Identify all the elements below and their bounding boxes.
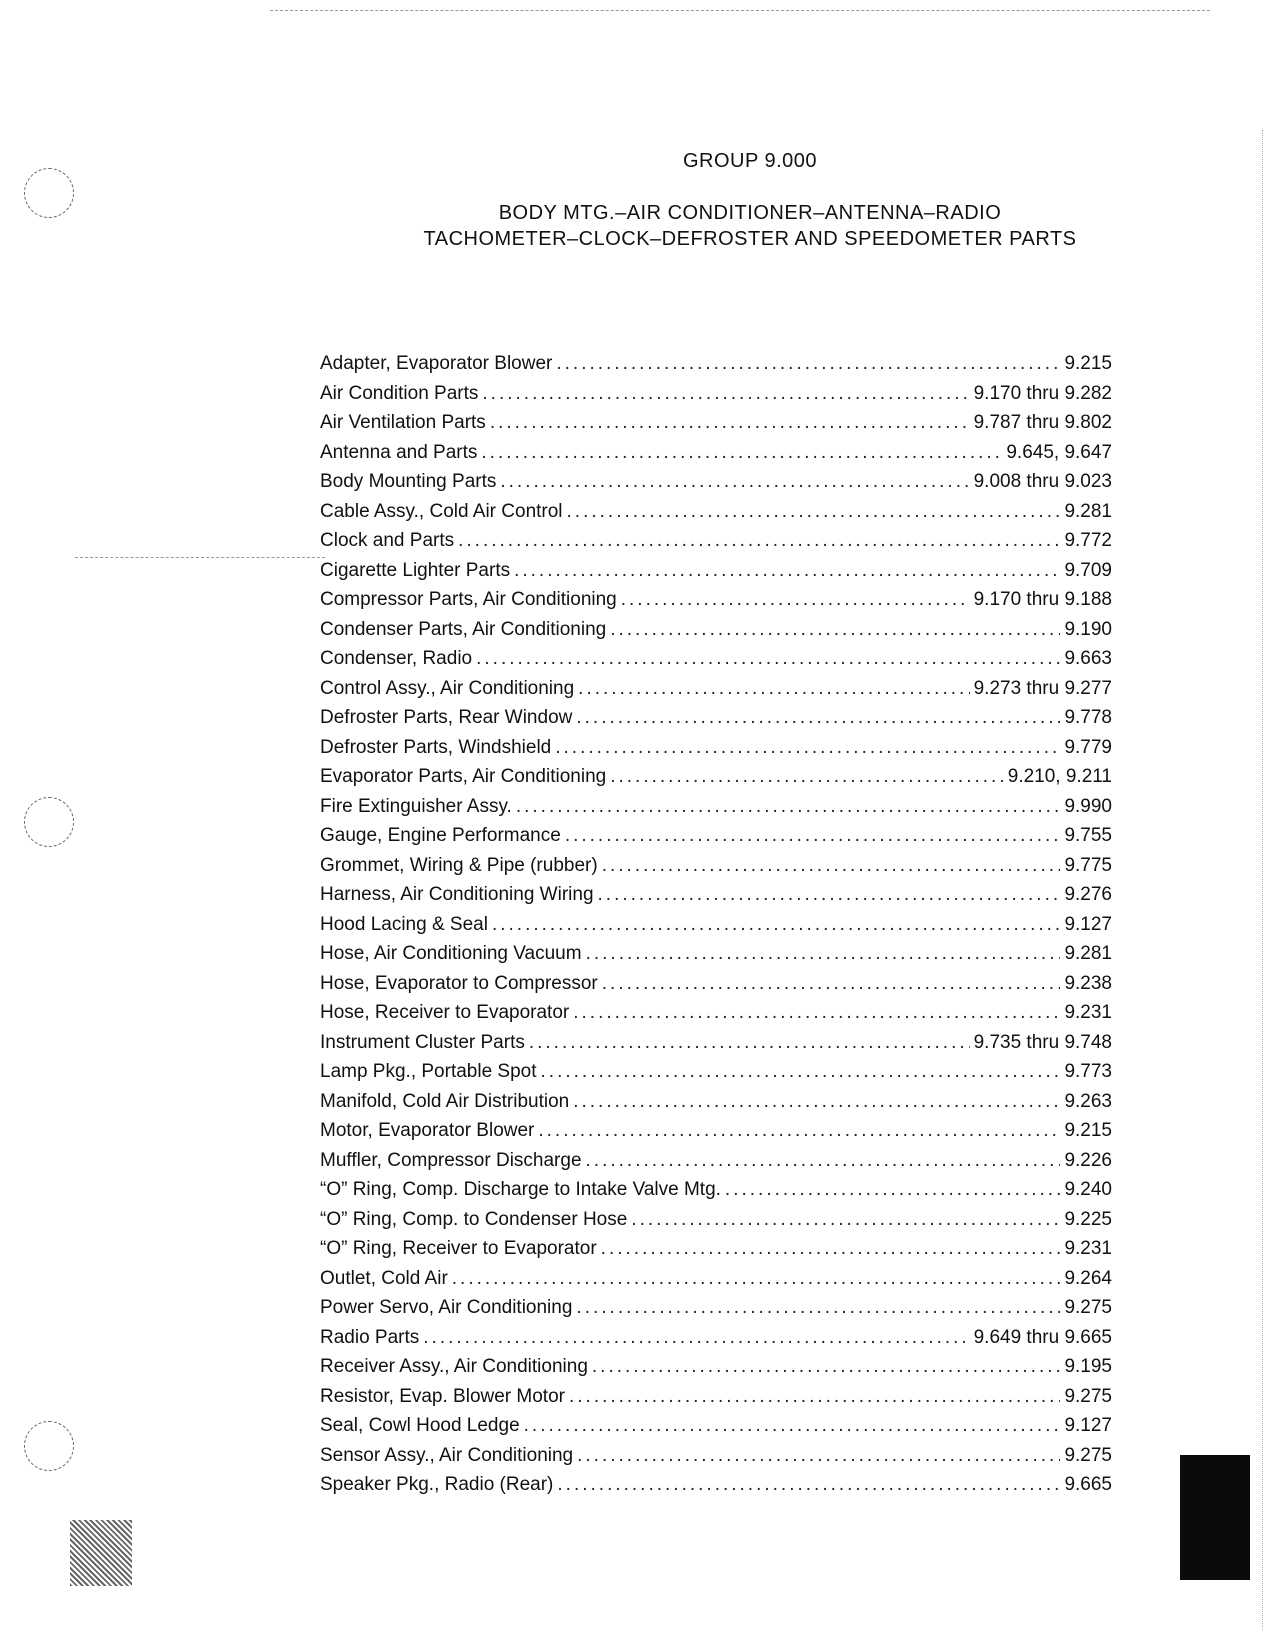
index-entry [320,1209,1112,1239]
entry-label: Evaporator Parts, Air Conditioning [320,766,607,787]
document-header [380,150,1120,252]
entry-label: “O” Ring, Comp. to Condenser Hose [320,1208,628,1230]
dot-leader [529,1032,970,1054]
dot-leader [516,796,1061,818]
entry-label: Air Condition Parts [320,382,479,404]
dot-leader [578,678,969,700]
group-title: GROUP 9.000 [682,150,818,172]
dot-leader [610,766,1004,788]
index-entry [320,1356,1112,1386]
index-entry [320,1091,1112,1121]
entry-label: Muffler, Compressor Discharge [320,1149,582,1171]
index-entry [320,1002,1112,1032]
entry-label: Seal, Cowl Hood Ledge [320,1415,520,1436]
punch-hole-bottom [24,1421,74,1471]
entry-label: Instrument Cluster Parts [320,1031,525,1053]
dot-leader [500,471,969,493]
index-entry [320,825,1112,855]
entry-label: Speaker Pkg., Radio (Rear) [320,1474,554,1495]
dot-leader [621,589,970,611]
entry-page-ref: 9.263 [1064,1090,1112,1112]
entry-label: Radio Parts [320,1326,420,1348]
entry-page-ref: 9.649 thru 9.665 [973,1326,1112,1348]
index-entry [320,1415,1112,1445]
entry-label: Resistor, Evap. Blower Motor [320,1385,565,1407]
entry-page-ref: 9.787 thru 9.802 [973,412,1112,433]
index-entry [320,530,1112,560]
dot-leader [538,1120,1060,1142]
scan-edge-mid [75,557,325,558]
entry-label: Grommet, Wiring & Pipe (rubber) [320,854,598,876]
index-entry [320,1445,1112,1475]
entry-page-ref: 9.210, 9.211 [1007,766,1112,787]
scan-edge-right [1262,130,1263,1630]
punch-hole-middle [24,797,74,847]
index-entry [320,1297,1112,1327]
dot-leader [458,530,1060,552]
entry-page-ref: 9.238 [1064,972,1112,994]
dot-leader [586,943,1061,965]
punch-hole-top [24,168,74,218]
dot-leader [565,825,1061,847]
entry-label: “O” Ring, Receiver to Evaporator [320,1238,597,1259]
entry-page-ref: 9.663 [1064,648,1112,669]
index-entry [320,1150,1112,1180]
index-entry [320,1474,1112,1504]
dot-leader [541,1061,1061,1083]
dot-leader [514,560,1060,582]
entry-page-ref: 9.772 [1064,530,1112,551]
entry-page-ref: 9.008 thru 9.023 [973,471,1112,492]
entry-page-ref: 9.735 thru 9.748 [973,1031,1112,1053]
dot-leader [601,1238,1061,1260]
entry-label: Control Assy., Air Conditioning [320,677,575,699]
dot-leader [524,1415,1061,1437]
index-entry [320,1061,1112,1091]
entry-page-ref: 9.190 [1064,618,1112,640]
parts-index-list [320,353,1112,1504]
dot-leader [452,1268,1061,1290]
scan-noise-patch [70,1520,132,1586]
entry-page-ref: 9.990 [1064,795,1112,817]
index-entry [320,796,1112,826]
entry-label: Receiver Assy., Air Conditioning [320,1356,588,1377]
dot-leader [557,1474,1060,1496]
entry-page-ref: 9.779 [1064,736,1112,758]
entry-label: Manifold, Cold Air Distribution [320,1090,570,1112]
entry-page-ref: 9.226 [1064,1149,1112,1171]
index-entry [320,1120,1112,1150]
index-entry [320,589,1112,619]
entry-page-ref: 9.215 [1064,1120,1112,1141]
dot-leader [577,1445,1060,1467]
dot-leader [482,383,969,405]
entry-label: Motor, Evaporator Blower [320,1120,535,1141]
entry-label: Power Servo, Air Conditioning [320,1297,573,1318]
dot-leader [490,412,970,434]
entry-label: Lamp Pkg., Portable Spot [320,1061,537,1082]
index-entry [320,560,1112,590]
entry-label: Compressor Parts, Air Conditioning [320,589,617,610]
dot-leader [586,1150,1061,1172]
entry-label: Body Mounting Parts [320,471,497,492]
index-entry [320,766,1112,796]
index-entry [320,1386,1112,1416]
index-entry [320,884,1112,914]
dot-leader [573,1002,1060,1024]
entry-label: Outlet, Cold Air [320,1267,448,1289]
subtitle-line-1: BODY MTG.–AIR CONDITIONER–ANTENNA–RADIO [498,202,1002,224]
entry-label: Clock and Parts [320,530,455,551]
dot-leader [423,1327,969,1349]
entry-label: Condenser, Radio [320,648,473,669]
entry-page-ref: 9.231 [1064,1238,1112,1259]
entry-label: Fire Extinguisher Assy. [320,795,512,817]
entry-page-ref: 9.275 [1064,1297,1112,1318]
index-entry [320,471,1112,501]
index-entry [320,678,1112,708]
index-entry [320,501,1112,531]
dot-leader [592,1356,1061,1378]
index-entry [320,353,1112,383]
entry-label: Defroster Parts, Rear Window [320,707,573,728]
dot-leader [555,737,1060,759]
dot-leader [573,1091,1060,1113]
index-entry [320,943,1112,973]
entry-page-ref: 9.231 [1064,1002,1112,1023]
dot-leader [598,884,1061,906]
index-entry [320,973,1112,1003]
entry-page-ref: 9.276 [1064,884,1112,905]
entry-page-ref: 9.240 [1064,1179,1112,1200]
dot-leader [567,501,1061,523]
dot-leader [492,914,1061,936]
index-entry [320,1238,1112,1268]
entry-label: Condenser Parts, Air Conditioning [320,618,607,640]
entry-page-ref: 9.127 [1064,913,1112,935]
entry-page-ref: 9.195 [1064,1356,1112,1377]
entry-label: Hose, Receiver to Evaporator [320,1002,570,1023]
entry-label: Defroster Parts, Windshield [320,736,552,758]
index-entry [320,412,1112,442]
scan-edge-top [270,10,1210,11]
entry-page-ref: 9.127 [1064,1415,1112,1436]
entry-page-ref: 9.225 [1064,1208,1112,1230]
index-entry [320,619,1112,649]
entry-page-ref: 9.775 [1064,854,1112,876]
black-edge-tab [1180,1455,1250,1580]
entry-label: Harness, Air Conditioning Wiring [320,884,594,905]
entry-page-ref: 9.281 [1064,943,1112,964]
dot-leader [481,442,1002,464]
entry-page-ref: 9.665 [1064,1474,1112,1495]
entry-page-ref: 9.755 [1064,825,1112,846]
entry-label: Hood Lacing & Seal [320,913,488,935]
entry-label: Gauge, Engine Performance [320,825,561,846]
index-entry [320,737,1112,767]
index-entry [320,1327,1112,1357]
entry-page-ref: 9.773 [1064,1061,1112,1082]
index-entry [320,707,1112,737]
entry-page-ref: 9.275 [1064,1444,1112,1466]
dot-leader [602,973,1061,995]
index-entry [320,914,1112,944]
entry-label: Cigarette Lighter Parts [320,559,511,581]
dot-leader [569,1386,1060,1408]
index-entry [320,383,1112,413]
dot-leader [476,648,1060,670]
index-entry [320,855,1112,885]
dot-leader [610,619,1060,641]
entry-page-ref: 9.645, 9.647 [1006,441,1112,463]
entry-page-ref: 9.264 [1064,1267,1112,1289]
entry-page-ref: 9.275 [1064,1385,1112,1407]
entry-page-ref: 9.170 thru 9.282 [973,382,1112,404]
dot-leader [576,707,1060,729]
entry-label: Air Ventilation Parts [320,412,486,433]
entry-page-ref: 9.273 thru 9.277 [973,677,1112,699]
dot-leader [556,353,1060,375]
dot-leader [631,1209,1060,1231]
entry-label: “O” Ring, Comp. Discharge to Intake Valve Mtg. [320,1179,721,1200]
entry-label: Cable Assy., Cold Air Control [320,500,563,522]
entry-label: Adapter, Evaporator Blower [320,353,553,374]
index-entry [320,1179,1112,1209]
entry-page-ref: 9.170 thru 9.188 [973,589,1112,610]
dot-leader [725,1179,1061,1201]
entry-page-ref: 9.215 [1064,353,1112,374]
dot-leader [602,855,1061,877]
index-entry [320,1032,1112,1062]
index-entry [320,648,1112,678]
entry-label: Hose, Evaporator to Compressor [320,972,598,994]
entry-label: Antenna and Parts [320,441,478,463]
entry-page-ref: 9.778 [1064,707,1112,728]
entry-label: Hose, Air Conditioning Vacuum [320,943,582,964]
index-entry [320,1268,1112,1298]
entry-label: Sensor Assy., Air Conditioning [320,1444,574,1466]
entry-page-ref: 9.709 [1064,559,1112,581]
subtitle-line-2: TACHOMETER–CLOCK–DEFROSTER AND SPEEDOMETER PARTS [423,228,1077,250]
index-entry [320,442,1112,472]
entry-page-ref: 9.281 [1064,500,1112,522]
dot-leader [576,1297,1060,1319]
